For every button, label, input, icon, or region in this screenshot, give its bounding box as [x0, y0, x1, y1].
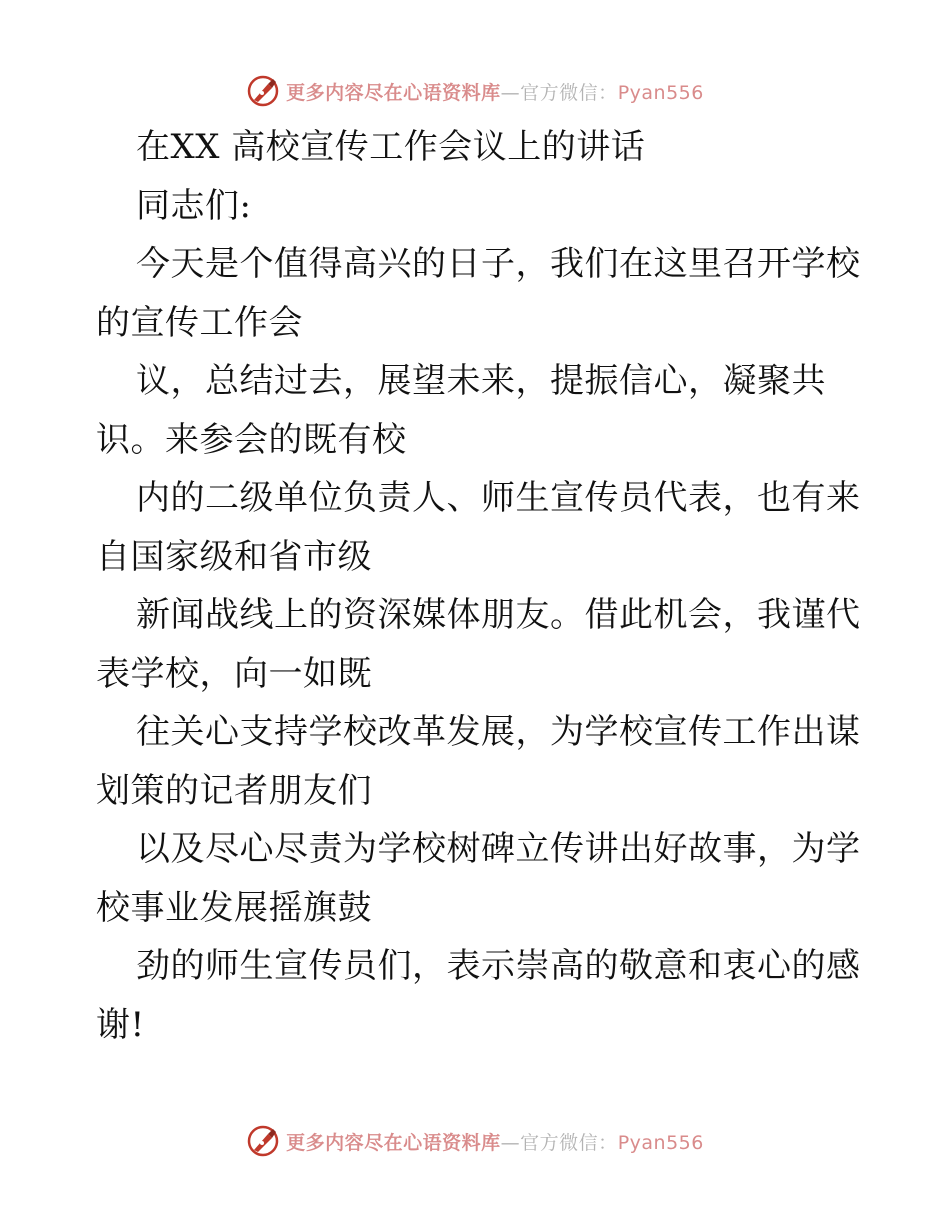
footer-watermark	[0, 1121, 950, 1161]
watermark-text	[286, 78, 704, 105]
paragraph-line: 内的二级单位负责人、师生宣传员代表，也有来	[136, 478, 861, 518]
paragraph-line: 的宣传工作会	[96, 302, 303, 343]
paragraph-line: 新闻战线上的资深媒体朋友。借此机会，我谨代	[136, 595, 861, 635]
paragraph-line: 谢!	[96, 1004, 145, 1045]
pen-logo-icon	[246, 1124, 280, 1158]
paragraph-line: 劲的师生宣传员们，表示崇高的敬意和衷心的感	[136, 946, 861, 986]
watermark-id: Pyan556	[617, 1131, 704, 1154]
watermark-lead: 更多内容尽在心语资料库	[286, 81, 501, 104]
watermark-lead: 更多内容尽在心语资料库	[286, 1131, 501, 1154]
watermark-dash: —	[500, 81, 521, 104]
watermark-tail: 官方微信：	[520, 81, 618, 104]
paragraph-line: 表学校，向一如既	[96, 653, 372, 694]
watermark-group	[246, 74, 704, 108]
paragraph-line: 议，总结过去，展望未来，提振信心，凝聚共	[136, 361, 826, 401]
paragraph-line: 识。来参会的既有校	[96, 419, 407, 460]
pen-logo-icon	[246, 74, 280, 108]
paragraph-line: 自国家级和省市级	[96, 536, 372, 577]
salutation: 同志们:	[136, 185, 252, 226]
document-body	[96, 118, 861, 1054]
header-watermark	[0, 71, 950, 111]
paragraph-line: 以及尽心尽责为学校树碑立传讲出好故事，为学	[136, 829, 861, 869]
watermark-group	[246, 1124, 704, 1158]
watermark-dash: —	[500, 1131, 521, 1154]
paragraph-line: 今天是个值得高兴的日子，我们在这里召开学校	[136, 244, 861, 284]
paragraph-line: 划策的记者朋友们	[96, 770, 372, 811]
watermark-id: Pyan556	[617, 81, 704, 104]
document-title: 在XX 高校宣传工作会议上的讲话	[136, 127, 646, 167]
watermark-text	[286, 1128, 704, 1155]
watermark-tail: 官方微信：	[520, 1131, 618, 1154]
paragraph-line: 往关心支持学校改革发展，为学校宣传工作出谋	[136, 712, 861, 752]
paragraph-line: 校事业发展摇旗鼓	[96, 887, 372, 928]
